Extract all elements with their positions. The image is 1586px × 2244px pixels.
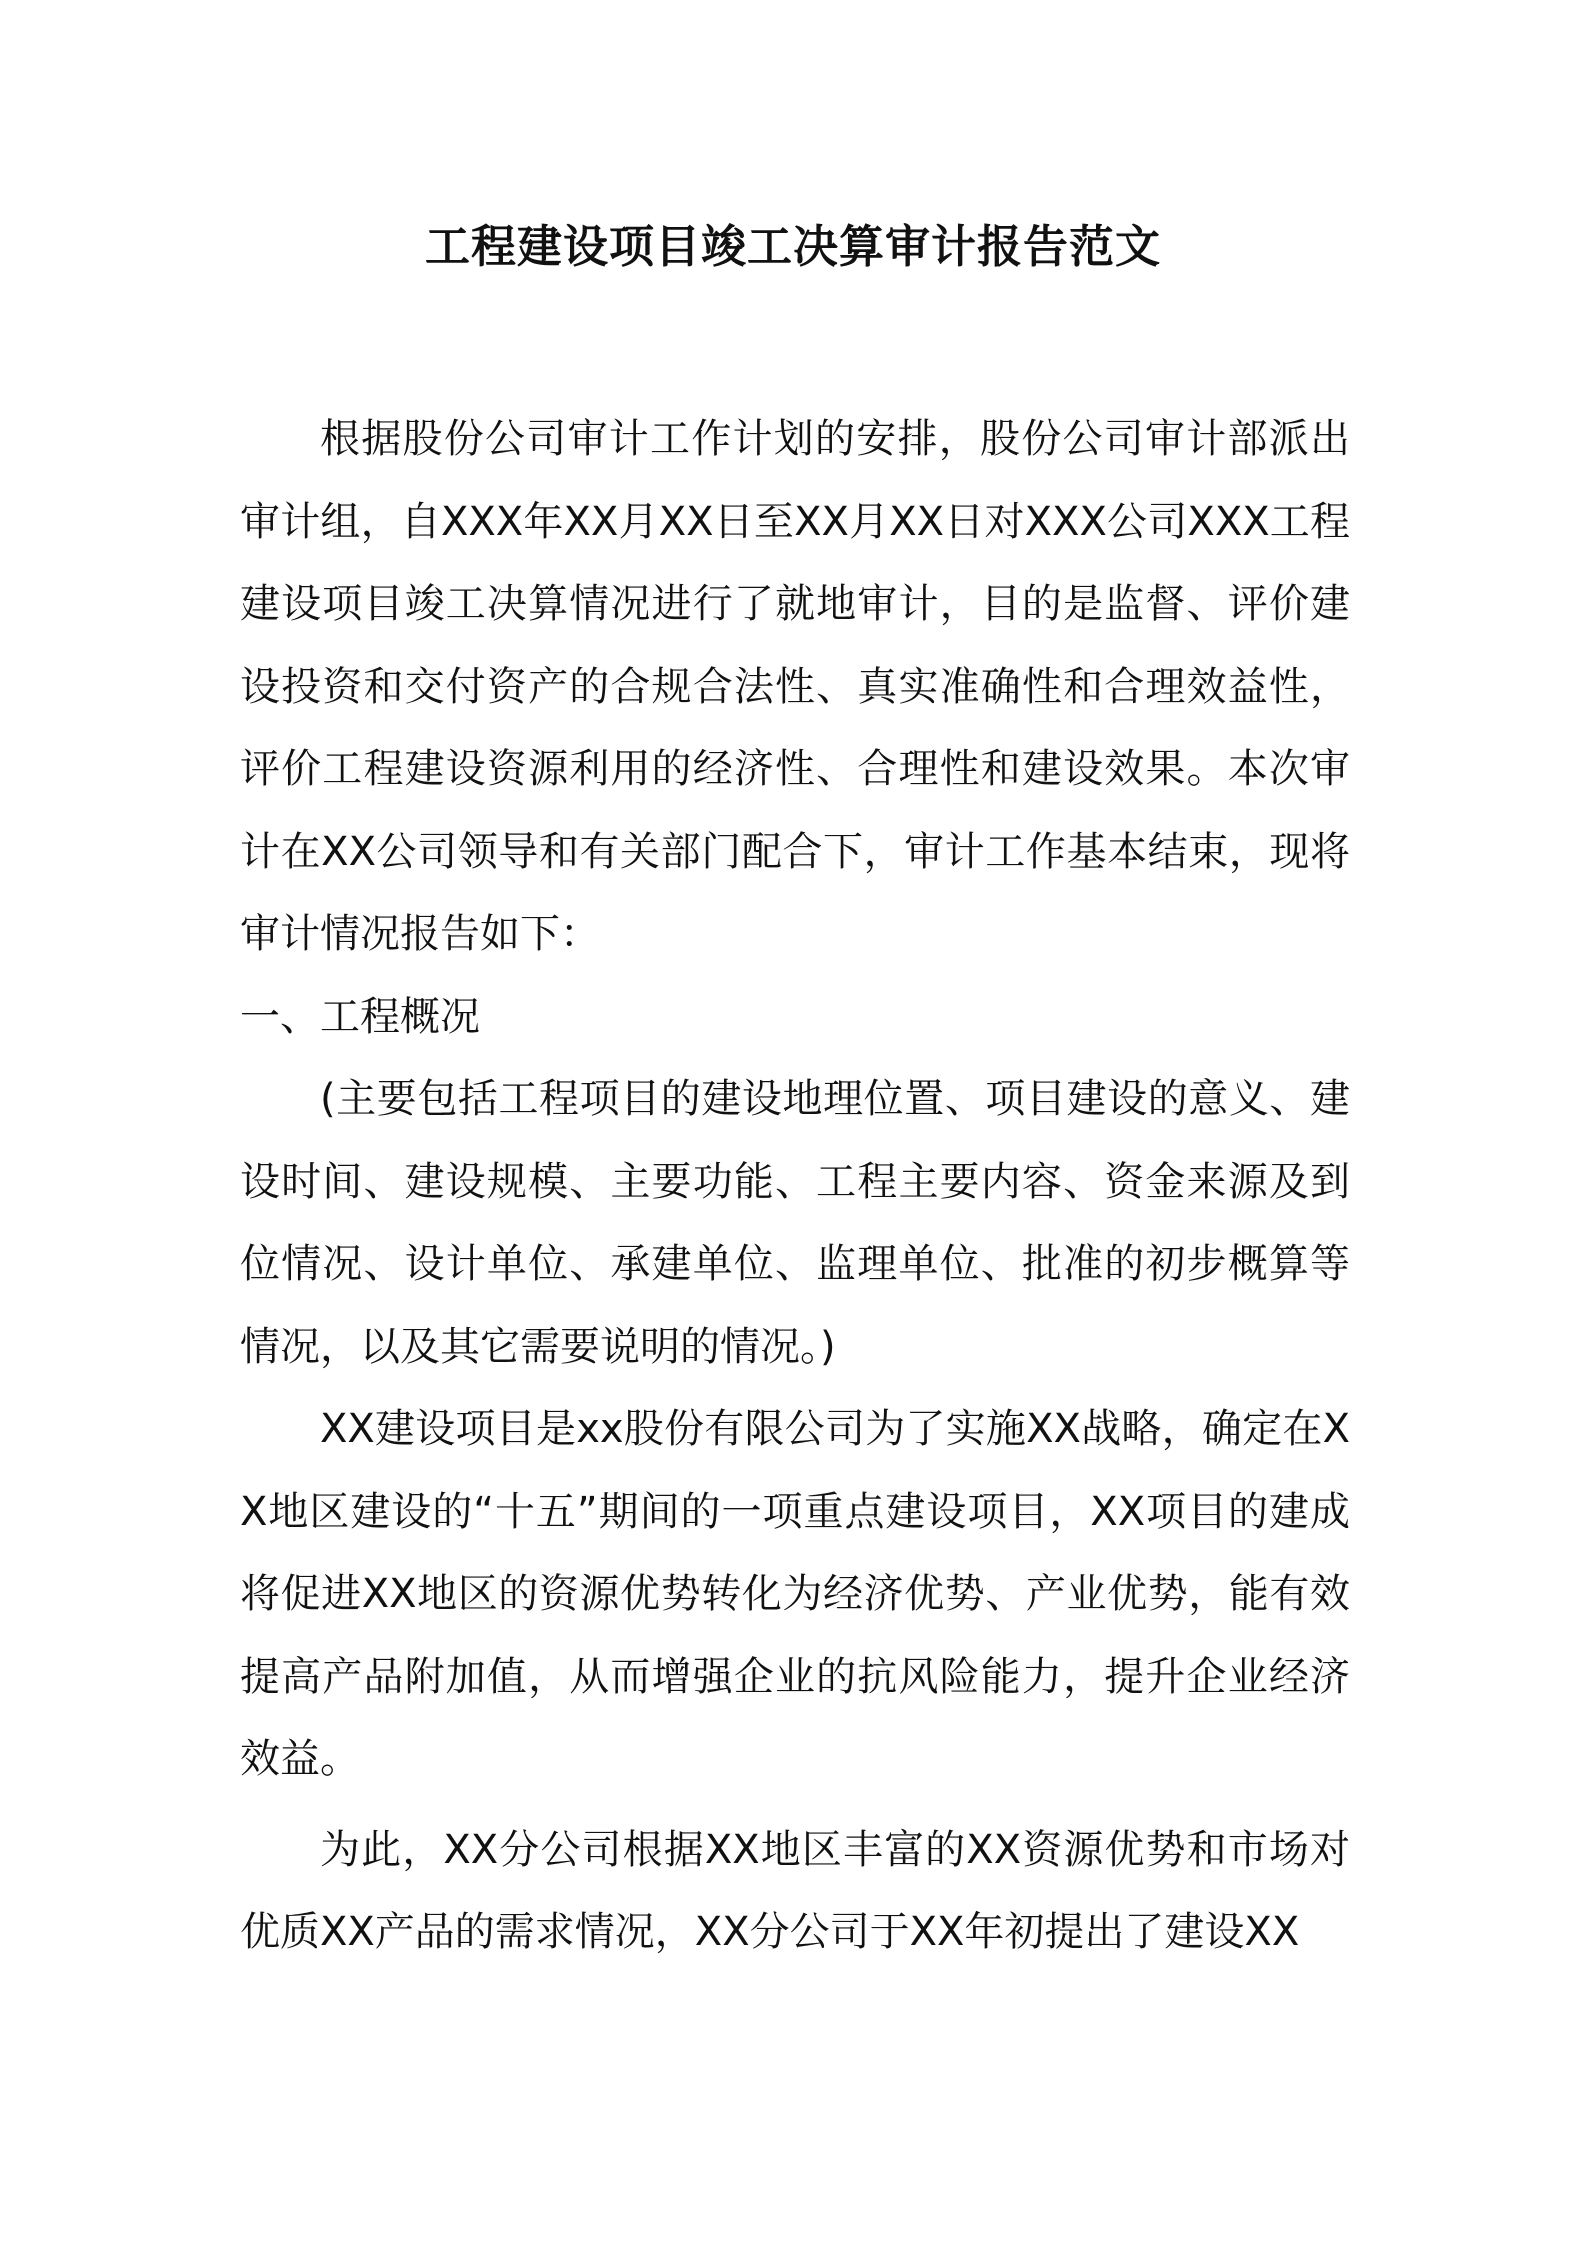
- project-initiation-paragraph: 为此，XX分公司根据XX地区丰富的XX资源优势和市场对优质XX产品的需求情况，XX分公司于XX年初提出了建设XX: [240, 1826, 1350, 1955]
- document-body: [240, 398, 1350, 1974]
- document-title: 工程建设项目竣工决算审计报告范文: [424, 220, 1161, 273]
- project-background-paragraph: XX建设项目是xx股份有限公司为了实施XX战略，确定在XX地区建设的“十五”期间的一项重点建设项目，XX项目的建成将促进XX地区的资源优势转化为经济优势、产业优势，能有效提高产品附加值，从而增强企业的抗风险能力，提升企业经济效益。: [240, 1406, 1350, 1782]
- overview-note-paragraph: (主要包括工程项目的建设地理位置、项目建设的意义、建设时间、建设规模、主要功能、工程主要内容、资金来源及到位情况、设计单位、承建单位、监理单位、批准的初步概算等情况，以及其它需要说明的情况。): [240, 1076, 1350, 1370]
- section-heading-project-overview: 一、工程概况: [240, 993, 480, 1040]
- intro-paragraph: 根据股份公司审计工作计划的安排，股份公司审计部派出审计组，自XXX年XX月XX日至XX月XX日对XXX公司XXX工程建设项目竣工决算情况进行了就地审计，目的是监督、评价建设投资和交付资产的合规合法性、真实准确性和合理效益性，评价工程建设资源利用的经济性、合理性和建设效果。本次审计在XX公司领导和有关部门配合下，审计工作基本结束，现将审计情况报告如下：: [240, 416, 1350, 957]
